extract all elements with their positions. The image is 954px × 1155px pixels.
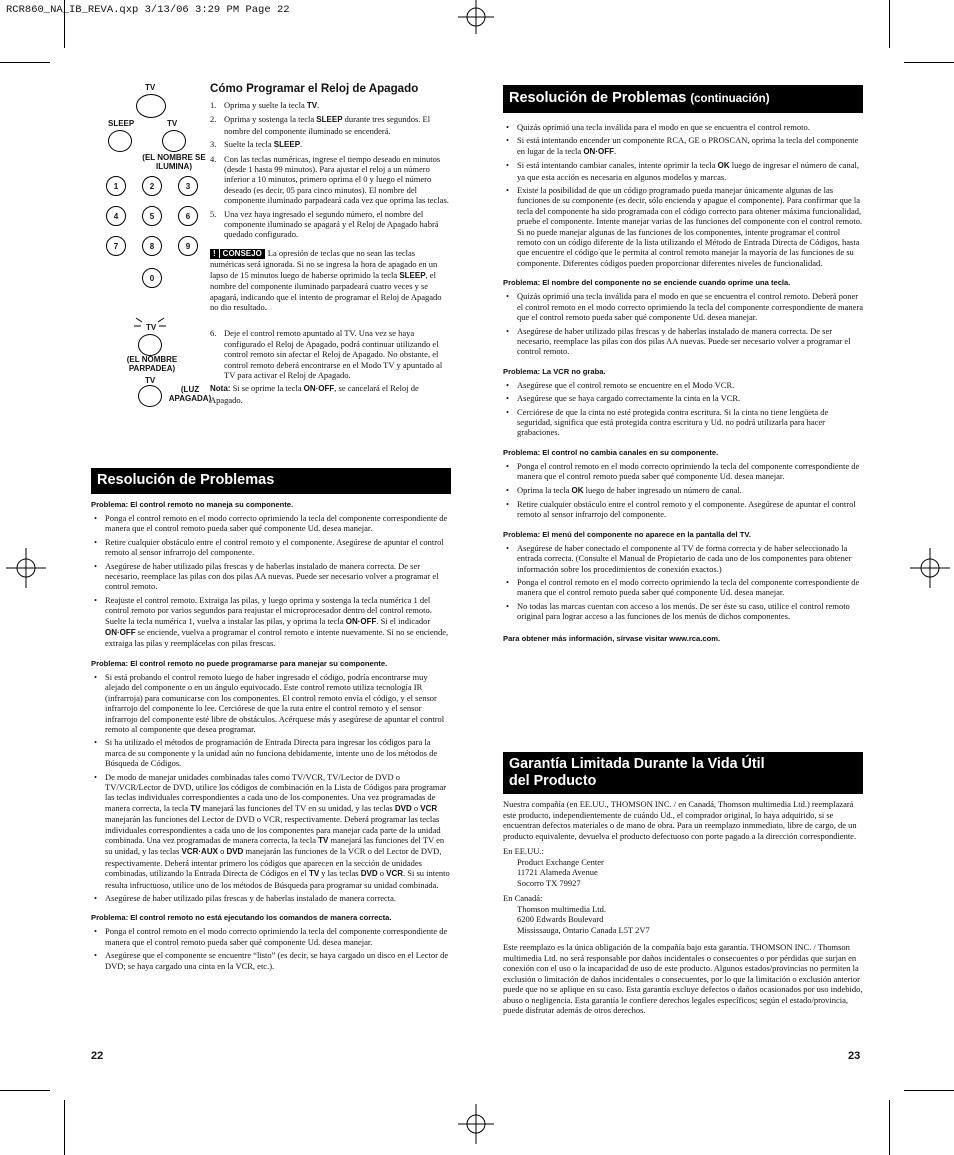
address-line: 11721 Alameda Avenue — [517, 867, 598, 877]
clock-step — [210, 100, 450, 111]
text-run: Si está intentando cambiar canales, intente oprimir la tecla — [517, 160, 718, 171]
text-run: Oprima la tecla — [517, 484, 572, 495]
bullet-list — [91, 513, 451, 649]
text-run: Retire cualquier obstáculo entre el control remoto y el componente. Asegúrese de apuntar el control remoto al sensor infrarrojo del componente. — [517, 498, 856, 520]
warranty-body — [503, 799, 863, 1016]
bold-key-text: SLEEP — [316, 115, 343, 125]
bold-key-text: TV — [306, 101, 318, 110]
bold-key-text: VCR — [386, 869, 403, 879]
list-item — [91, 772, 451, 890]
bullet-list — [503, 543, 863, 622]
bold-key-text: SLEEP — [399, 270, 426, 280]
remote-illustration — [90, 78, 210, 418]
text-run: manejarán las funciones de la VCR o del Lector de DVD, respectivamente. Deberá intentar primero los códigos que aparecen en la sección de unidades combinadas, utilizando la Entrada Directa de Códigos en el — [105, 846, 442, 879]
bold-key-text: VCR — [420, 803, 438, 813]
tv-button — [138, 334, 162, 356]
sleep-button — [108, 130, 132, 152]
registration-mark-right — [910, 548, 950, 588]
address-line: 6200 Edwards Boulevard — [517, 914, 604, 924]
tv-label: TV — [145, 83, 156, 92]
list-item — [91, 737, 451, 768]
text-run: No todas las marcas cuentan con acceso a los menús. De ser éste su caso, utilice el control remoto original para lograr acceso a las funciones de los menús de dichos componentes. — [517, 600, 850, 622]
text-run: Quizás oprimió una tecla inválida para el modo en que se encuentra el control remoto. — [517, 122, 810, 132]
clock-step6-list — [210, 328, 450, 380]
list-item — [503, 485, 863, 496]
number-key: 3 — [178, 176, 198, 196]
list-item — [503, 185, 863, 268]
text-run: Quizás oprimió una tecla inválida para el modo en que se encuentra el control remoto. Deberá poner el control remoto en el modo correcto oprimiendo la tecla del componente correspondiente de manera que el control remoto pueda saber qué componente Ud. desea manejar. — [517, 291, 864, 323]
bullet-list — [503, 122, 863, 268]
problem-heading: Problema: El control no cambia canales en su componente. — [503, 447, 719, 457]
text-run: Suelte la tecla — [224, 139, 274, 150]
text-run: . Si su intento resulta infructuoso, utilice uno de los métodos de Búsqueda para programar su unidad combinada. — [105, 868, 450, 890]
text-run: manejarán las funciones del Lector de DVD o VCR, respectivamente. Deberá programar las teclas individuales correspondientes a cada uno de los componentes para manejar cada parte de la unidad combinada. Una vez programadas de manera correcta, la tecla — [105, 814, 441, 845]
list-item — [91, 595, 451, 649]
text-run: luego de haber ingresado un número de canal. — [583, 484, 742, 495]
bold-key-text: ON·OFF — [583, 146, 614, 156]
text-run: . — [613, 145, 617, 156]
bold-key-text: TV — [190, 803, 201, 813]
warranty-intro: Nuestra compañía (en EE.UU., THOMSON INC. / en Canadá, Thomson multimedia Ltd.) reemplazará este producto, independientemente de cuándo Ud., el comprador original, lo haya adquirido, si se encuentran defectos materiales o de mano de obra. Para un reemplazo inmmediato, libre de cargo, de un producto equivalente, devuelva el producto defectuoso con porte pagado a la dirección correspondiente. — [503, 799, 857, 841]
bold-key-text: OK — [717, 161, 730, 171]
text-run: Ponga el control remoto en el modo correcto oprimiendo la tecla del componente correspondiente de manera que el control remoto pueda saber qué componente Ud. desea manejar. — [517, 460, 860, 482]
bullet-list — [91, 926, 451, 971]
list-item — [503, 122, 863, 132]
step-number: 3. — [210, 139, 217, 150]
warranty-closing: Este reemplazo es la única obligación de la compañía bajo esta garantía. THOMSON INC. / Thomson multimedia Ltd. no será responsable por daños incidentales o consecuentes o por pérdidas que surjan en conexión con el uso o la incapacidad de uso de este producto. Algunos estados/provincias no permiten la exclusión o limitación de daños incidentales o consecuentes, por lo que la limitación o exclusión anterior puede que no se aplique en su caso. Esta garantía excluye defectos o daños ocasionados por uso indebido, abuso o negligencia. Esta garantía le confiere derechos legales específicos; según el estado/provincia, puede disfrutar además de otros derechos. — [503, 942, 863, 1015]
bullet-list — [503, 291, 863, 356]
text-run: Asegúrese de haber utilizado pilas frescas y de haberlas instalado de manera correcta. De ser necesario, reemplace las pilas con dos pilas AA nuevas. Puede ser necesario volver a programar el control remoto. — [105, 560, 439, 592]
bold-key-text: ON·OFF — [105, 628, 136, 638]
bold-key-text: DVD — [226, 847, 244, 857]
clock-step — [210, 328, 450, 380]
text-run: o — [377, 868, 387, 879]
crop-mark — [904, 1090, 954, 1091]
list-item — [91, 926, 451, 947]
registration-mark-bottom — [456, 1104, 496, 1144]
troubleshooting-left — [91, 490, 451, 974]
text-run: o — [217, 846, 227, 857]
text-run: Oprima y suelte la tecla — [224, 100, 307, 110]
tv-label: TV — [145, 376, 156, 385]
text-run: Una vez haya ingresado el segundo número, el nombre del componente iluminado se apagará y el Reloj de Apagado habrá quedado configurado. — [224, 208, 439, 240]
list-item — [503, 577, 863, 598]
address-line: Socorro TX 79927 — [517, 877, 581, 888]
problem-heading: Problema: El control remoto no puede programarse para manejar su componente. — [91, 658, 388, 668]
text-run: Retire cualquier obstáculo entre el control remoto y el componente. Asegúrese de apuntar el control remoto al sensor infrarrojo del componente. — [105, 536, 444, 558]
warranty-title-line2: del Producto — [509, 773, 597, 789]
list-item — [503, 135, 863, 157]
section-title: Cómo Programar el Reloj de Apagado — [210, 82, 419, 95]
note-paragraph — [210, 383, 450, 405]
crop-mark — [904, 62, 954, 63]
bullet-list — [503, 380, 863, 438]
canada-address-label: En Canadá: — [503, 893, 543, 903]
text-run: manejará las funciones del TV en su unidad, y las teclas — [200, 802, 395, 813]
page-number-left: 22 — [91, 1050, 104, 1062]
address-line: Mississauga, Ontario Canada L5T 2V7 — [517, 924, 650, 935]
exclamation-icon: ! — [213, 249, 220, 258]
text-run: Si se oprime la tecla — [230, 383, 304, 394]
text-run: o — [411, 802, 421, 813]
tv-button — [162, 130, 186, 152]
list-item — [91, 513, 451, 534]
crop-mark — [0, 62, 50, 63]
list-item — [503, 326, 863, 357]
bullet-list — [503, 461, 863, 520]
list-item — [503, 160, 863, 182]
text-run: Deje el control remoto apuntado al TV. Una vez se haya configurado el Reloj de Apagado, podrá continuar utilizando el control remoto sin afectar el Reloj de Apagado. No obstante, el control remoto deberá encontrarse en el Modo TV y apuntado al TV para activar el Reloj de Apagado. — [224, 328, 443, 380]
crop-mark — [889, 1100, 890, 1155]
bold-key-text: Nota: — [210, 384, 231, 394]
text-run: Si está intentando encender un componente RCA, GE o PROSCAN, oprima la tecla del componente en lugar de la tecla — [517, 135, 859, 156]
text-run: Ponga el control remoto en el modo correcto oprimiendo la tecla del componente correspondiente de manera que el control remoto pueda saber qué componente Ud. desea manejar. — [105, 513, 448, 534]
list-item — [503, 393, 863, 403]
clock-steps-list — [210, 100, 450, 240]
text-run: Ponga el control remoto en el modo correcto oprimiendo la tecla del componente correspondiente de manera que el control remoto pueda saber qué componente Ud. desea manejar. — [517, 577, 860, 598]
text-run: Asegúrese de haber utilizado pilas frescas y de haberlas instalado de manera correcta. De ser necesario, reemplace las pilas con dos pilas AA nuevas. Puede ser necesario volver a programar el control remoto. — [517, 325, 851, 357]
number-key: 8 — [142, 236, 162, 256]
warranty-title-line1: Garantía Limitada Durante la Vida Útil — [509, 756, 765, 772]
bold-key-text: TV — [318, 835, 329, 845]
lit-caption: (EL NOMBRE SE ILUMINA) — [142, 153, 206, 171]
text-run: manejará las funciones del TV en su unidad, y las teclas — [105, 834, 445, 857]
list-item — [503, 543, 863, 574]
tv-button — [138, 385, 162, 407]
list-item — [503, 499, 863, 520]
number-key: 7 — [106, 236, 126, 256]
step-number: 2. — [210, 114, 217, 125]
text-run: Si está probando el control remoto luego de haber ingresado el código, podría encontrarse muy alejado del componente o en un ángulo equivocado. Este control remoto utiliza tecnología IR (infrarroja) para comunicarse con los componentes. El control remoto envía el código, y el sensor infrarrojo del componente lo lee. Cerciórese de que la ruta entre el control remoto y el sensor infrarrojo del componente esté libre de obstáculos. Acérquese más y asegúrese de apuntar el control remoto al componente que desea programar. — [105, 671, 445, 734]
crop-mark — [889, 0, 890, 48]
print-slug: RCR860_NA_IB_REVA.qxp 3/13/06 3:29 PM Page 22 — [6, 4, 290, 16]
more-info-link-text: Para obtener más información, sírvase visitar www.rca.com. — [503, 633, 721, 643]
tip-badge — [210, 249, 265, 259]
text-run: . — [317, 100, 320, 110]
text-run: Asegúrese que se haya cargado correctamente la cinta en la VCR. — [517, 393, 741, 404]
crop-mark — [64, 1100, 65, 1155]
text-run: La opresión de teclas que no sean las teclas numéricas será ignorada. Si no se ingresa la hora de apagado en un lapso de 15 minutos luego de haberse oprimido la tecla — [210, 247, 438, 280]
step-number: 5. — [210, 208, 217, 219]
list-item — [91, 672, 451, 734]
text-run: Si ha utilizado el métodos de programación de Entrada Directa para ingresar los códigos para la marca de su componente y la unidad aún no funciona debidamente, intente uno de los métodos de Búsqueda de Códigos. — [105, 737, 438, 769]
bold-key-text: TV — [308, 869, 320, 879]
bold-key-text: DVD — [360, 869, 378, 879]
list-item — [91, 893, 451, 903]
text-run: , el nombre del componente iluminado parpadeará cuatro veces y se apagará, indicando que el intento de programar el Reloj de Apagado no dio resultado. — [210, 269, 442, 312]
list-item — [91, 950, 451, 971]
address-line: Thomson multimedia Ltd. — [517, 903, 607, 914]
tv-label: TV — [167, 119, 178, 128]
number-key: 9 — [178, 236, 198, 256]
text-run: y las teclas — [319, 868, 361, 879]
crop-mark — [0, 1090, 50, 1091]
number-key: 6 — [178, 206, 198, 226]
registration-mark-left — [6, 548, 46, 588]
tv-label: TV — [146, 323, 157, 332]
registration-mark-top — [456, 0, 496, 34]
text-run: Asegúrese que el componente se encuentre “listo” (es decir, se haya cargado un disco en el Lector de DVD; se haya cargado una cinta en la VCR, etc.). — [105, 950, 449, 971]
problem-heading: Problema: El control remoto no está ejecutando los comandos de manera correcta. — [91, 913, 392, 923]
list-item — [503, 407, 863, 438]
problem-heading: Problema: El nombre del componente no se enciende cuando oprime una tecla. — [503, 278, 791, 288]
text-run: . Si el indicador — [376, 615, 431, 626]
tip-paragraph — [210, 248, 450, 312]
number-key: 0 — [142, 268, 162, 288]
clock-step — [210, 209, 450, 240]
bold-key-text: OK — [571, 485, 584, 495]
bold-key-text: ON·OFF — [303, 384, 335, 394]
problem-heading: Problema: La VCR no graba. — [503, 366, 606, 376]
clock-step — [210, 139, 450, 150]
problem-heading: Problema: El control remoto no maneja su componente. — [91, 500, 294, 509]
text-run: Existe la posibilidad de que un código programado pueda manejar únicamente algunas de las funciones de su componente (es decir, sólo encienda y apague el componente). Para confirmar que la tecla del componente ha sido programada con el código correcto para obtener máxima funcionalidad, pruebe el componente. Intente manejar varias de las funciones del componente con el control remoto. Si no puede manejar algunas de las funciones de los componentes, intente programar el control remoto con un código diferente de la lista utilizando el Método de Entrada Directa de Códigos, hasta que encuentre el código que le permita al control remoto manejar la mayoría de las funciones de su componente. Diferentes códigos pueden proporcionar diferentes niveles de funcionalidad. — [517, 185, 863, 268]
text-run: Cerciórese de que la cinta no esté protegida contra escritura. Si la cinta no tiene lengüeta de seguridad, significa que está protegida contra escritura y Ud. no podrá utilizarla para hacer grabaciones. — [517, 406, 829, 438]
off-caption: (LUZ APAGADA) — [168, 385, 212, 403]
text-run: Asegúrese de haber utilizado pilas frescas y de haberlas instalado de manera correcta. — [105, 893, 396, 903]
text-run: Con las teclas numéricas, ingrese el tiempo deseado en minutos (desde 1 hasta 99 minutos). Para ajustar el reloj a un número inferior a 10 minutos, primero oprima el 0 y luego el número deseado (es decir, 05 para cinco minutos). El nombre del componente iluminado parpadeará cada vez que oprima las teclas. — [224, 153, 449, 206]
number-key: 2 — [142, 176, 162, 196]
clock-step — [210, 114, 450, 136]
header-title: Resolución de Problemas — [509, 90, 687, 106]
text-run: Oprima y sostenga la tecla — [224, 114, 317, 125]
step-number: 4. — [210, 153, 217, 164]
bold-key-text: DVD — [394, 803, 412, 813]
troubleshooting-header: Resolución de Problemas — [91, 468, 451, 494]
troubleshooting-right — [503, 122, 863, 647]
text-run: Asegúrese de haber conectado el componente al TV de forma correcta y de haber seleccionado la entrada correcta. (Consulte el Manual de Propietario de cada uno de los componentes para obtener información sobre los procedimientos de conexión exactos.) — [517, 542, 852, 574]
bold-key-text: ON·OFF — [345, 616, 377, 626]
number-key: 1 — [106, 176, 126, 196]
text-run: se enciende, vuelva a programar el control remoto e intente nuevamente. Si no se enciende, extraiga las pilas y reemplácelas con pilas frescas. — [105, 627, 449, 649]
tip-label: CONSEJO — [222, 248, 262, 258]
bold-key-text: VCR·AUX — [181, 847, 218, 857]
step-number: 1. — [210, 100, 217, 110]
text-run: durante tres segundos. El nombre del componente iluminado se encenderá. — [224, 114, 431, 136]
text-run: Asegúrese que el control remoto se encuentre en el Modo VCR. — [517, 379, 735, 390]
text-run: . — [300, 139, 303, 150]
troubleshooting-continued-header — [503, 85, 863, 113]
number-key: 4 — [106, 206, 126, 226]
list-item — [503, 601, 863, 622]
us-address-label: En EE.UU.: — [503, 846, 544, 856]
sleep-label: SLEEP — [108, 119, 135, 128]
list-item — [503, 380, 863, 390]
list-item — [91, 537, 451, 558]
tv-button — [136, 94, 166, 118]
text-run: De modo de manejar unidades combinadas tales como TV/VCR, TV/Lector de DVD o TV/VCR/Lector de DVD, utilice los códigos de combinación en la Lista de Códigos para programar las teclas individuales correspondientes a cada uno de los componentes. Una vez programadas de manera correcta, la tecla — [105, 771, 447, 813]
address-line: Product Exchange Center — [517, 856, 604, 867]
list-item — [503, 291, 863, 322]
list-item — [503, 461, 863, 482]
list-item — [91, 561, 451, 592]
warranty-header — [503, 752, 863, 794]
text-run: Ponga el control remoto en el modo correcto oprimiendo la tecla del componente correspondiente de manera que el control remoto pueda saber qué componente Ud. desea manejar. — [105, 926, 448, 947]
page-number-right: 23 — [848, 1050, 861, 1062]
text-run: luego de ingresar el número de canal, ya que esta acción es necesaria en algunos modelos y marcas. — [517, 160, 859, 182]
sleep-timer-section — [210, 82, 450, 405]
step-number: 6. — [210, 328, 217, 339]
bold-key-text: SLEEP — [273, 140, 301, 150]
number-key: 5 — [142, 206, 162, 226]
text-run: , se cancelará el Reloj de Apagado. — [210, 383, 419, 405]
problem-heading: Problema: El menú del componente no aparece en la pantalla del TV. — [503, 529, 751, 539]
clock-step — [210, 154, 450, 206]
header-subtitle: (continuación) — [690, 93, 770, 105]
text-run: Reajuste el control remoto. Extraiga las pilas, y luego oprima y sostenga la tecla numérica 1 del control remoto por varios segundos para reajustar el microprocesador dentro del control remoto. Suelte la tecla numérica 1, vuelva a instalar las pilas, y oprima la tecla — [105, 594, 432, 626]
blink-caption: (EL NOMBRE PARPADEA) — [126, 355, 178, 373]
bullet-list — [91, 672, 451, 904]
